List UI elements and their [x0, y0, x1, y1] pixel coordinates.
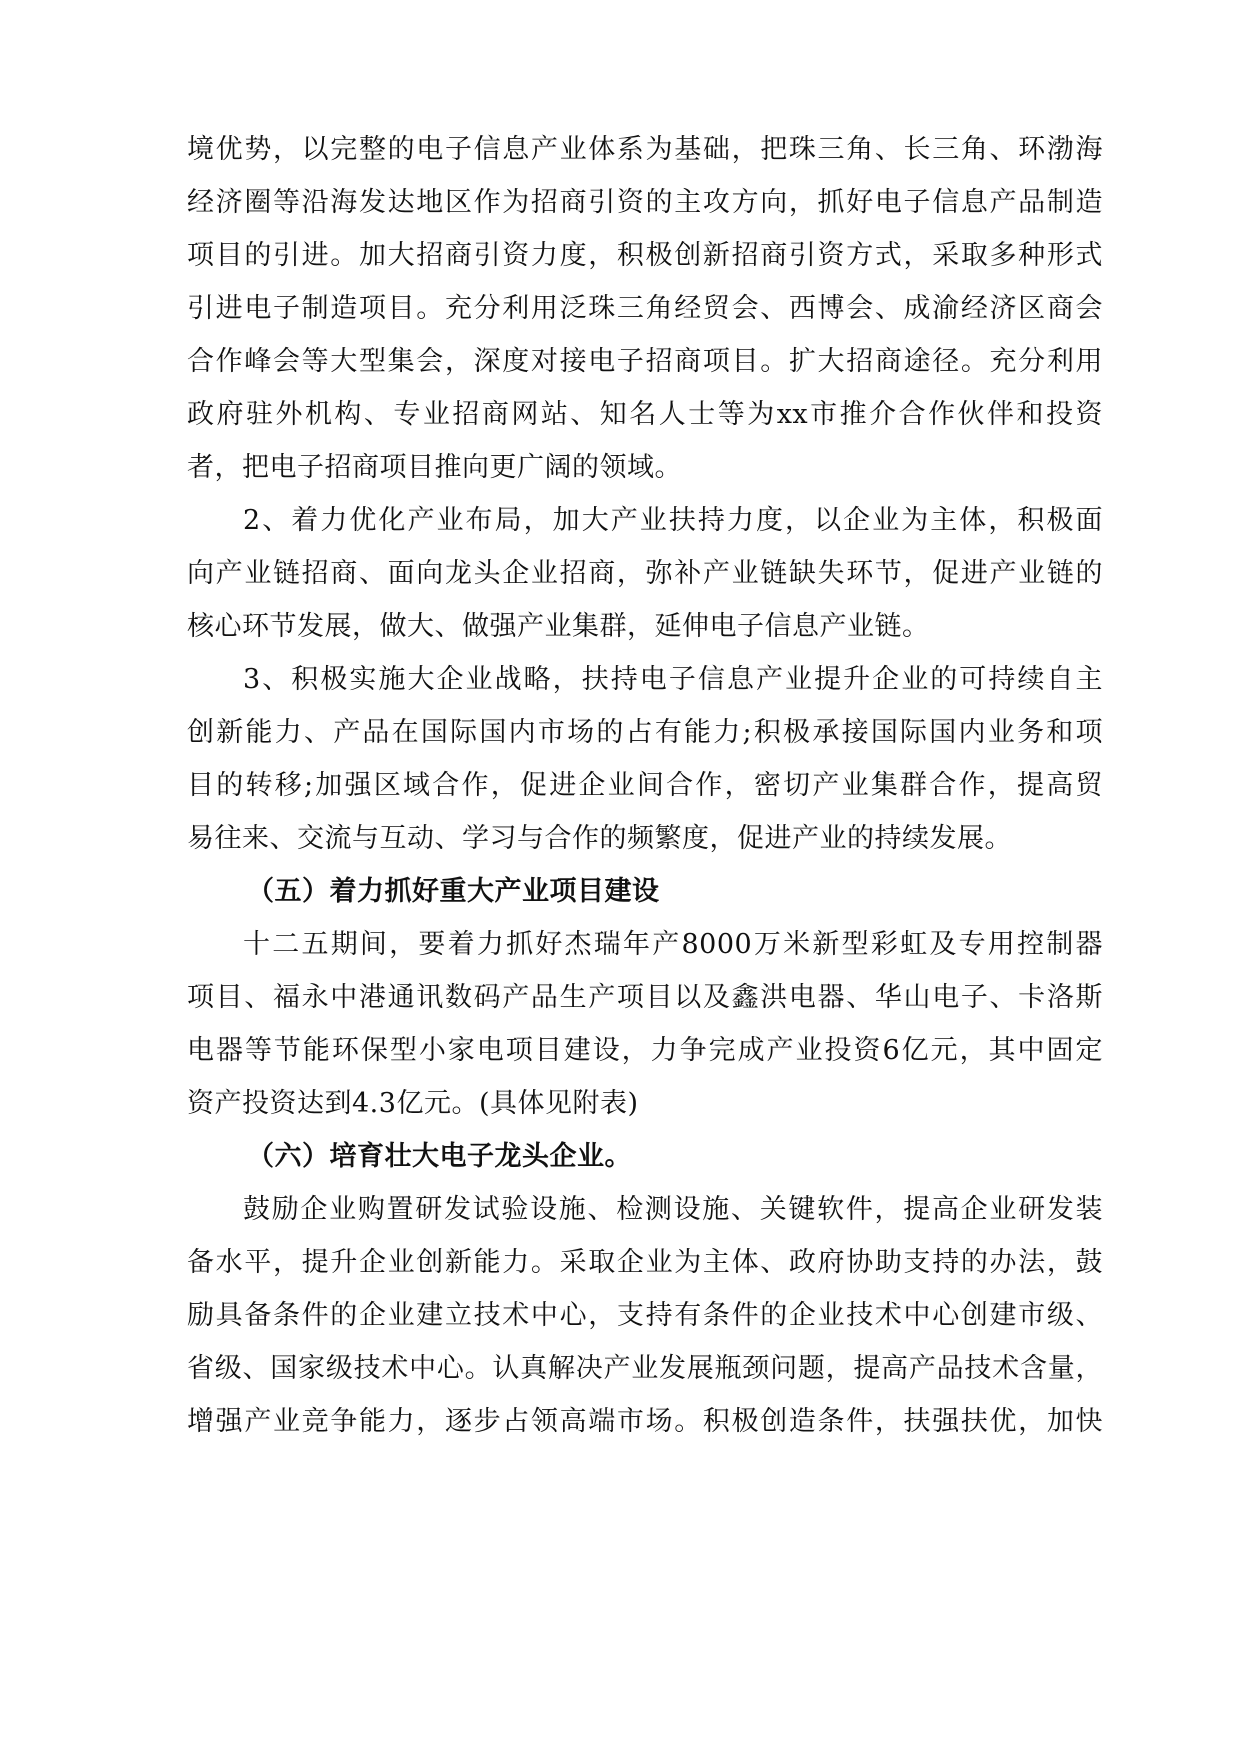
paragraph-line: 合作峰会等大型集会，深度对接电子招商项目。扩大招商途径。充分利用	[187, 346, 1103, 377]
paragraph-line: 经济圈等沿海发达地区作为招商引资的主攻方向，抓好电子信息产品制造	[187, 187, 1103, 218]
paragraph-line: 向产业链招商、面向龙头企业招商，弥补产业链缺失环节，促进产业链的	[187, 558, 1103, 589]
paragraph-line: 励具备条件的企业建立技术中心，支持有条件的企业技术中心创建市级、	[187, 1300, 1103, 1331]
paragraph-line: 政府驻外机构、专业招商网站、知名人士等为xx市推介合作伙伴和投资	[187, 399, 1103, 430]
section-heading: （五）着力抓好重大产业项目建设	[247, 876, 660, 907]
paragraph-line: 目的转移;加强区域合作，促进企业间合作，密切产业集群合作，提高贸	[187, 770, 1103, 801]
paragraph-line: 2、着力优化产业布局，加大产业扶持力度，以企业为主体，积极面	[243, 505, 1103, 536]
paragraph-line: 十二五期间，要着力抓好杰瑞年产8000万米新型彩虹及专用控制器	[243, 929, 1103, 960]
section-heading: （六）培育壮大电子龙头企业。	[247, 1141, 632, 1172]
paragraph-line: 电器等节能环保型小家电项目建设，力争完成产业投资6亿元，其中固定	[187, 1035, 1103, 1066]
paragraph-line: 项目、福永中港通讯数码产品生产项目以及鑫洪电器、华山电子、卡洛斯	[187, 982, 1103, 1013]
paragraph-line: 增强产业竞争能力，逐步占领高端市场。积极创造条件，扶强扶优，加快	[187, 1406, 1103, 1437]
paragraph-line: 核心环节发展，做大、做强产业集群，延伸电子信息产业链。	[187, 611, 930, 642]
paragraph-line: 备水平，提升企业创新能力。采取企业为主体、政府协助支持的办法，鼓	[187, 1247, 1103, 1278]
paragraph-line: 易往来、交流与互动、学习与合作的频繁度，促进产业的持续发展。	[187, 823, 1012, 854]
paragraph-line: 3、积极实施大企业战略，扶持电子信息产业提升企业的可持续自主	[243, 664, 1103, 695]
paragraph-line: 鼓励企业购置研发试验设施、检测设施、关键软件，提高企业研发装	[243, 1194, 1103, 1225]
paragraph-line: 引进电子制造项目。充分利用泛珠三角经贸会、西博会、成渝经济区商会	[187, 293, 1103, 324]
paragraph-line: 省级、国家级技术中心。认真解决产业发展瓶颈问题，提高产品技术含量，	[187, 1353, 1103, 1384]
paragraph-line: 项目的引进。加大招商引资力度，积极创新招商引资方式，采取多种形式	[187, 240, 1103, 271]
paragraph-line: 者，把电子招商项目推向更广阔的领域。	[187, 452, 682, 483]
paragraph-line: 资产投资达到4.3亿元。(具体见附表)	[187, 1088, 639, 1119]
paragraph-line: 创新能力、产品在国际国内市场的占有能力;积极承接国际国内业务和项	[187, 717, 1103, 748]
paragraph-line: 境优势，以完整的电子信息产业体系为基础，把珠三角、长三角、环渤海	[187, 134, 1103, 165]
